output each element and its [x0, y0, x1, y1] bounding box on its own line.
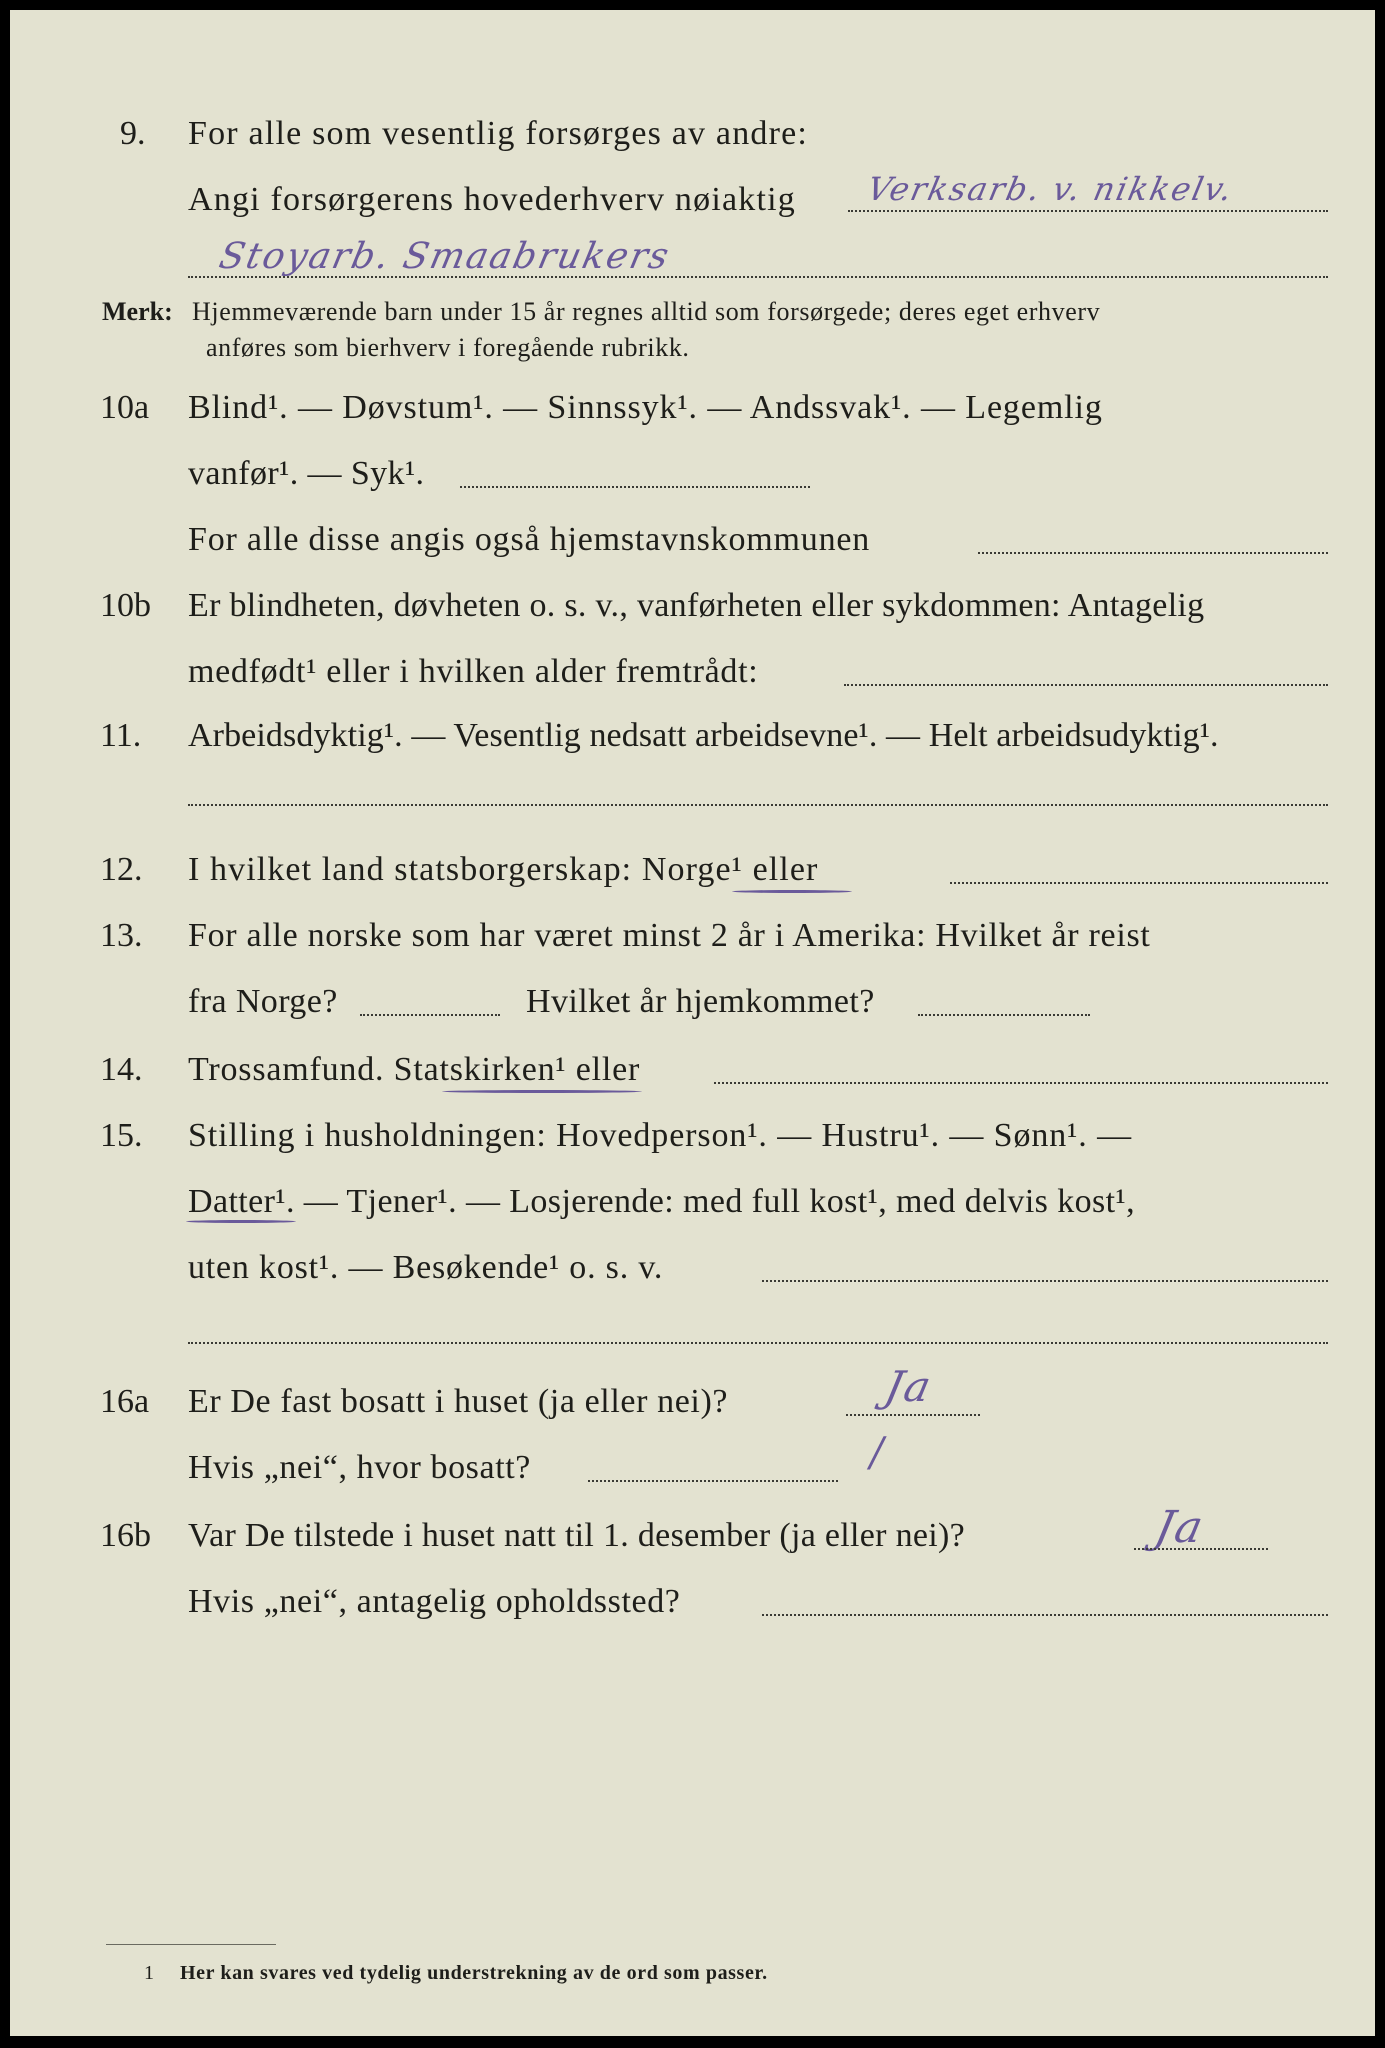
- q13-line1: For alle norske som har været minst 2 år i Amerika: Hvilket år reist: [188, 917, 1151, 954]
- q16a-answer-line-1: [846, 1414, 980, 1416]
- q14-statskirken-underline: [442, 1090, 642, 1093]
- merk-line2: anføres som bierhverv i foregående rubrikk.: [206, 333, 690, 362]
- q14-answer-line: [714, 1082, 1328, 1084]
- q13-number: 13.: [100, 917, 143, 954]
- footnote-text: Her kan svares ved tydelig understrekning av de ord som passer.: [180, 1962, 768, 1984]
- q10a-line1: Blind¹. — Døvstum¹. — Sinnssyk¹. — Andssvak¹. — Legemlig: [188, 389, 1103, 426]
- q14-line1: Trossamfund. Statskirken¹ eller: [188, 1051, 641, 1088]
- q14-number: 14.: [100, 1051, 143, 1088]
- q10a-number: 10a: [100, 389, 150, 426]
- q16a-line1: Er De fast bosatt i huset (ja eller nei)?: [188, 1383, 729, 1420]
- q10a-answer-line-2: [978, 552, 1328, 554]
- q16b-answer-line-2: [762, 1614, 1328, 1616]
- q9-answer-line-2: [188, 276, 1328, 278]
- census-form-page: [10, 10, 1375, 2036]
- q16a-handwritten-answer: Ja: [880, 1362, 938, 1411]
- merk-label: Merk:: [102, 297, 173, 326]
- q11-answer-line: [188, 804, 1328, 806]
- q13-line2a: fra Norge?: [188, 983, 338, 1020]
- q16a-dash-mark: /: [870, 1430, 884, 1476]
- q9-handwritten-answer-1: Verksarb. v. nikkelv.: [863, 170, 1238, 208]
- q15-line1: Stilling i husholdningen: Hovedperson¹. — Hustru¹. — Sønn¹. —: [188, 1117, 1132, 1154]
- merk-line1: Hjemmeværende barn under 15 år regnes alltid som forsørgede; deres eget erhverv: [192, 297, 1101, 326]
- q16b-line2: Hvis „nei“, antagelig opholdssted?: [188, 1583, 681, 1620]
- q16b-line1: Var De tilstede i huset natt til 1. desember (ja eller nei)?: [188, 1517, 966, 1554]
- q9-number: 9.: [120, 115, 146, 152]
- q10b-number: 10b: [100, 587, 151, 624]
- q15-line2: Datter¹. — Tjener¹. — Losjerende: med full kost¹, med delvis kost¹,: [188, 1183, 1135, 1220]
- footnote-rule: [106, 1944, 276, 1945]
- q13-line2b: Hvilket år hjemkommet?: [526, 983, 875, 1020]
- q12-line1: I hvilket land statsborgerskap: Norge¹ eller: [188, 851, 819, 888]
- q13-answer-line-1: [360, 1014, 500, 1016]
- q10b-answer-line: [844, 684, 1328, 686]
- q9-line1: For alle som vesentlig forsørges av andre:: [188, 115, 809, 152]
- q10b-line2: medfødt¹ eller i hvilken alder fremtrådt:: [188, 653, 759, 690]
- q10a-line3: For alle disse angis også hjemstavnskommunen: [188, 521, 871, 558]
- q15-number: 15.: [100, 1117, 143, 1154]
- q16b-handwritten-answer: Ja: [1150, 1502, 1210, 1553]
- q16a-line2: Hvis „nei“, hvor bosatt?: [188, 1449, 531, 1486]
- q10a-answer-line-1: [460, 486, 810, 488]
- q11-line1: Arbeidsdyktig¹. — Vesentlig nedsatt arbeidsevne¹. — Helt arbeidsudyktig¹.: [188, 717, 1219, 754]
- q16a-answer-line-2: [588, 1480, 838, 1482]
- footnote-mark: 1: [144, 1962, 154, 1984]
- q15-answer-line-1: [762, 1280, 1328, 1282]
- q13-answer-line-2: [918, 1014, 1090, 1016]
- q12-answer-line: [950, 882, 1328, 884]
- q11-number: 11.: [100, 717, 142, 754]
- q15-line3: uten kost¹. — Besøkende¹ o. s. v.: [188, 1249, 664, 1286]
- q12-norge-underline: [732, 890, 852, 893]
- q15-datter-underline: [186, 1220, 296, 1223]
- q10b-line1: Er blindheten, døvheten o. s. v., vanførheten eller sykdommen: Antagelig: [188, 587, 1205, 624]
- q9-handwritten-answer-2: Stoyarb. Smaabrukers: [215, 236, 675, 277]
- q16a-number: 16a: [100, 1383, 150, 1420]
- q16b-number: 16b: [100, 1517, 151, 1554]
- q12-number: 12.: [100, 851, 143, 888]
- q9-answer-line-1: [848, 210, 1328, 212]
- q10a-line2: vanfør¹. — Syk¹.: [188, 455, 425, 492]
- q15-answer-line-2: [188, 1342, 1328, 1344]
- q9-line2: Angi forsørgerens hovederhverv nøiaktig: [188, 181, 796, 218]
- q16b-answer-line-1: [1134, 1548, 1268, 1550]
